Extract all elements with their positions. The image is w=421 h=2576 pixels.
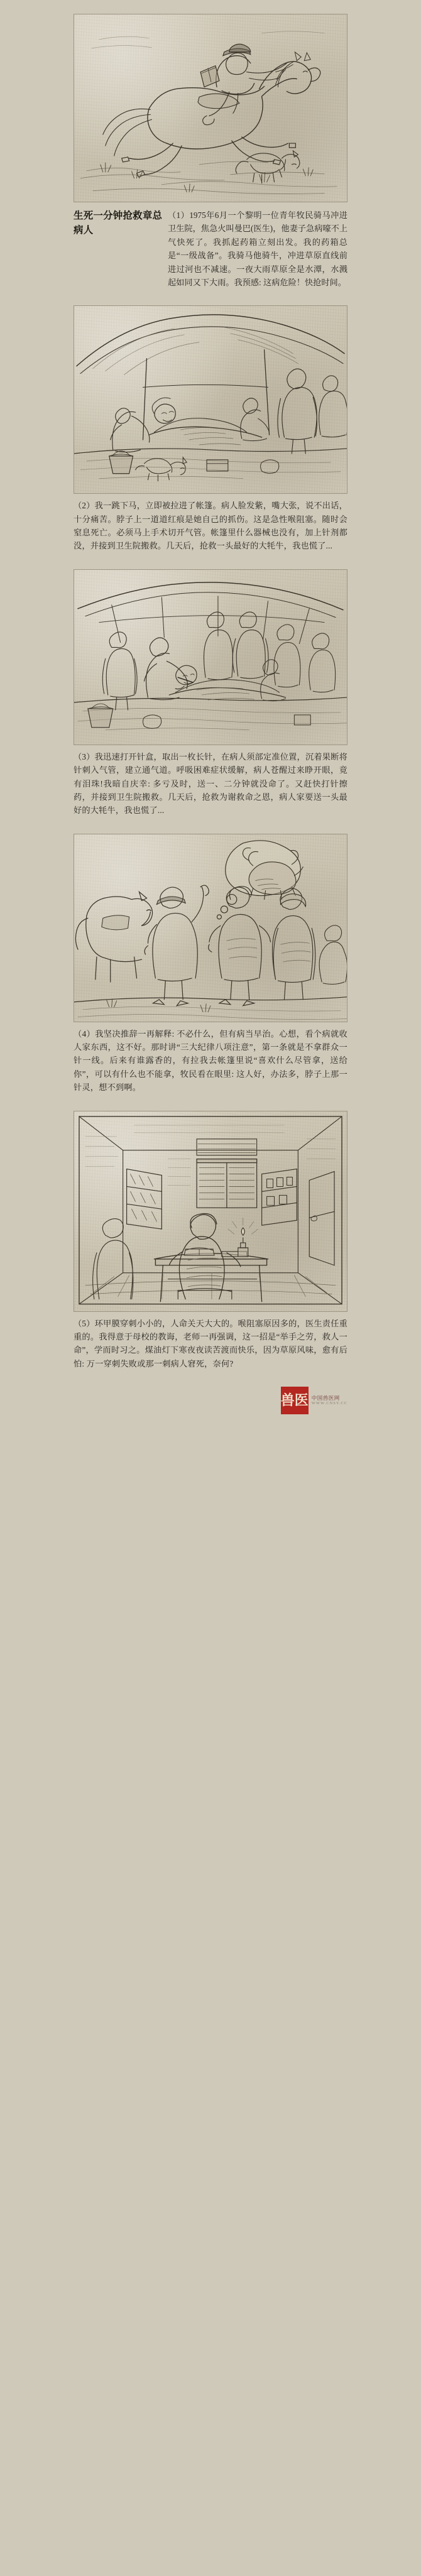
illus-5-frame xyxy=(74,1111,347,1312)
doctor-riding-galloping-horse xyxy=(74,14,347,202)
logo-glyph: 兽医 xyxy=(280,1392,309,1408)
page-title: 生死一分钟抢救章总病人 xyxy=(74,210,163,236)
illus-3-frame xyxy=(74,569,347,745)
panel-1-text-wrap xyxy=(74,209,347,289)
illus-4-frame xyxy=(74,834,347,1022)
illus-2-frame xyxy=(74,305,347,494)
logo-badge xyxy=(281,1387,309,1414)
paragraph-1: （1）1975年6月一个黎明一位青年牧民骑马冲进卫生院，焦急火叫曼巴(医生)，他妻子急病嚎不上气快死了。我抓起药箱立刻出发。我的药箱总是“一级战备”。我骑马他骑牛，冲进草原直线前进过河也不减速。一夜大雨草原全是水潭，水溅起如同又下大雨。我预感: 这病危险！快抢时间。 xyxy=(168,210,347,287)
illus-1-frame xyxy=(74,14,347,202)
panel-2-section xyxy=(74,305,347,553)
site-url: WWW.CNSY.CC xyxy=(311,1401,347,1406)
panel-4-section xyxy=(74,834,347,1094)
paragraph-3: （3）我迅速打开针盒，取出一枚长针，在病人须部定准位置，沉着果断将针刺入气管，建立通气道。呼吸困难症状缓解，病人苍醒过来睁开眼，竟有泪珠!我暗自庆幸: 多亏及时，送一、二分钟就没命了。又赶快打针擦药，并接到卫生院搬救。几天后，抢救为谢救命之恩，病人家要送一头最好的大牦牛，我也慌了... xyxy=(74,751,347,816)
site-watermark xyxy=(74,1387,347,1431)
cricothyroid-puncture-procedure xyxy=(74,570,347,745)
paragraph-5: （5）环甲膜穿刺小小的，人命关天大大的。喉阻塞原因多的，医生责任重重的。我得意于母校的教诲，老师一再强调，这一招是“举手之劳，救人一命”，学而时习之。煤油灯下寒夜夜读苦渡而快乐，因为草原风味，愈有后怕: 万一穿刺失败或那一刺病人窘死，奈何? xyxy=(74,1318,347,1368)
studying-under-oil-lamp-at-desk xyxy=(74,1111,347,1312)
refusing-yak-gift-from-herders xyxy=(74,834,347,1022)
panel-5-section xyxy=(74,1111,347,1371)
panel-3-section xyxy=(74,569,347,817)
patient-inside-yurt-tent xyxy=(74,306,347,494)
paragraph-2: （2）我一跳下马，立即被拉进了帐篷。病人脸发紫，嘴大张，说不出话，十分痛苦。脖子上一道道红痕是她自己的抓伤。这是急性喉阻塞。随时会窒息死亡。必须马上手术切开气管。帐篷里什么器械也没有，加上针剂都没，并接到卫生院搬救。几天后，抢救一头最好的大牦牛，我也慌了... xyxy=(74,501,347,551)
panel-1-section xyxy=(74,14,347,289)
site-name: 中国兽医网 xyxy=(311,1394,340,1401)
logo-caption xyxy=(312,1395,347,1407)
paragraph-4: （4）我坚决推辞一再解释: 不必什么，但有病当早治。心想，看个病就收人家东西，这不好。那时讲“三大纪律八项注意”，第一条就是不拿群众一针一线。后来有谁露香的，有拉我去帐篷里说“喜欢什么尽管拿，送给你”，可以有什么也不能拿，牧民看在眼里: 这人好，办法多，脖子上那一针灵，想不到啊。 xyxy=(74,1029,347,1093)
